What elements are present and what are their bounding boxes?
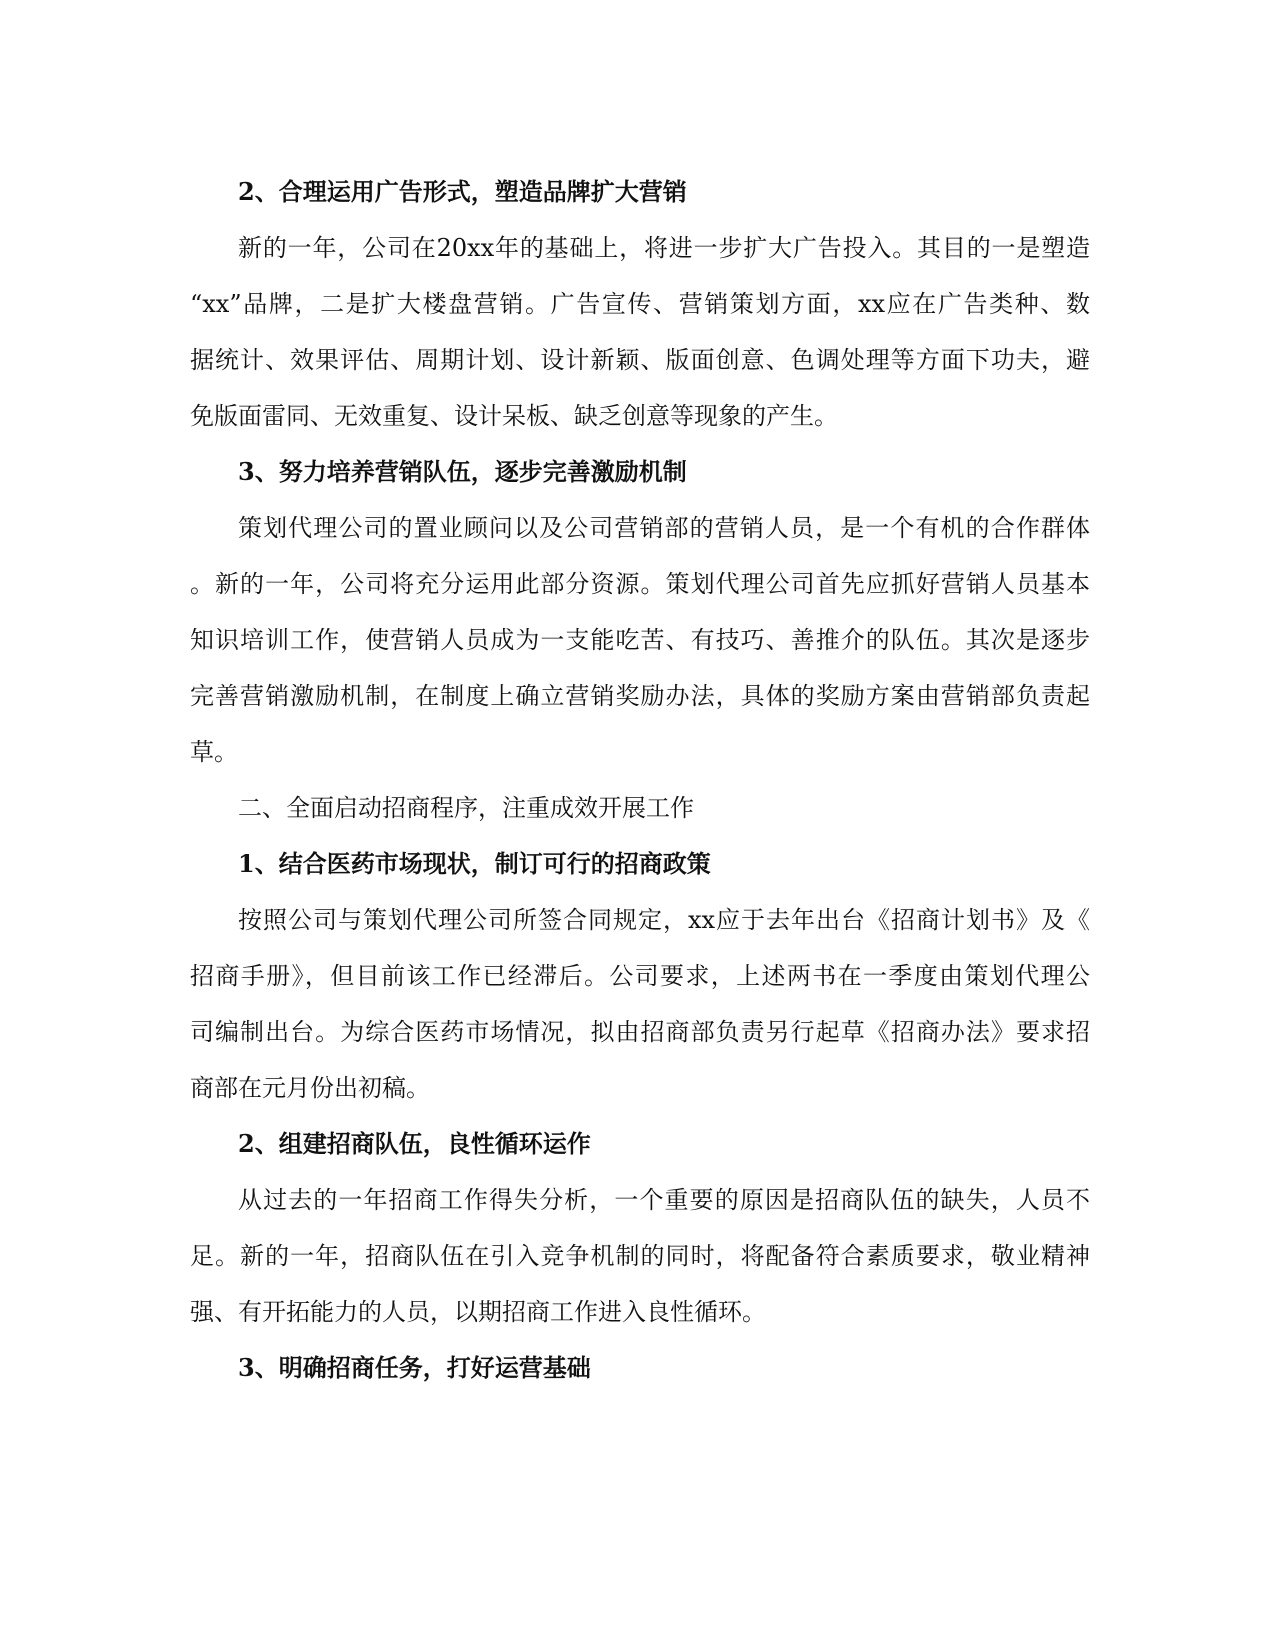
paragraph-line: 策划代理公司的置业顾问以及公司营销部的营销人员，是一个有机的合作群体 — [238, 514, 1090, 542]
subheading-policy: 1、结合医药市场现状，制订可行的招商政策 — [238, 849, 711, 878]
paragraph-line: 足。新的一年，招商队伍在引入竞争机制的同时，将配备符合素质要求，敬业精神 — [190, 1242, 1090, 1270]
paragraph-line: 草。 — [190, 738, 238, 766]
paragraph-line: 新的一年，公司在20xx年的基础上，将进一步扩大广告投入。其目的一是塑造 — [238, 234, 1090, 262]
paragraph-line: 招商手册》，但目前该工作已经滞后。公司要求，上述两书在一季度由策划代理公 — [190, 962, 1090, 990]
subheading-advertising: 2、合理运用广告形式，塑造品牌扩大营销 — [238, 177, 687, 206]
paragraph-line: 司编制出台。为综合医药市场情况，拟由招商部负责另行起草《招商办法》要求招 — [190, 1018, 1090, 1046]
subheading-team: 2、组建招商队伍，良性循环运作 — [238, 1129, 591, 1158]
subheading-sales-team: 3、努力培养营销队伍，逐步完善激励机制 — [238, 457, 687, 486]
paragraph-line: 知识培训工作，使营销人员成为一支能吃苦、有技巧、善推介的队伍。其次是逐步 — [190, 626, 1090, 654]
paragraph-line: 从过去的一年招商工作得失分析，一个重要的原因是招商队伍的缺失，人员不 — [238, 1186, 1090, 1214]
paragraph-sales-team — [190, 500, 1090, 780]
paragraph-line: 商部在元月份出初稿。 — [190, 1074, 430, 1102]
paragraph-line: 据统计、效果评估、周期计划、设计新颖、版面创意、色调处理等方面下功夫，避 — [190, 346, 1090, 374]
paragraph-policy — [190, 892, 1090, 1116]
paragraph-line: 免版面雷同、无效重复、设计呆板、缺乏创意等现象的产生。 — [190, 402, 838, 430]
paragraph-team — [190, 1172, 1090, 1340]
paragraph-line: 。新的一年，公司将充分运用此部分资源。策划代理公司首先应抓好营销人员基本 — [190, 570, 1090, 598]
paragraph-line: “xx”品牌，二是扩大楼盘营销。广告宣传、营销策划方面，xx应在广告类种、数 — [190, 290, 1090, 318]
paragraph-line: 按照公司与策划代理公司所签合同规定，xx应于去年出台《招商计划书》及《 — [238, 906, 1090, 934]
paragraph-advertising — [190, 220, 1090, 444]
section-heading-investment: 二、全面启动招商程序，注重成效开展工作 — [238, 794, 694, 822]
subheading-tasks: 3、明确招商任务，打好运营基础 — [238, 1353, 591, 1382]
paragraph-line: 强、有开拓能力的人员，以期招商工作进入良性循环。 — [190, 1298, 766, 1326]
paragraph-line: 完善营销激励机制，在制度上确立营销奖励办法，具体的奖励方案由营销部负责起 — [190, 682, 1090, 710]
